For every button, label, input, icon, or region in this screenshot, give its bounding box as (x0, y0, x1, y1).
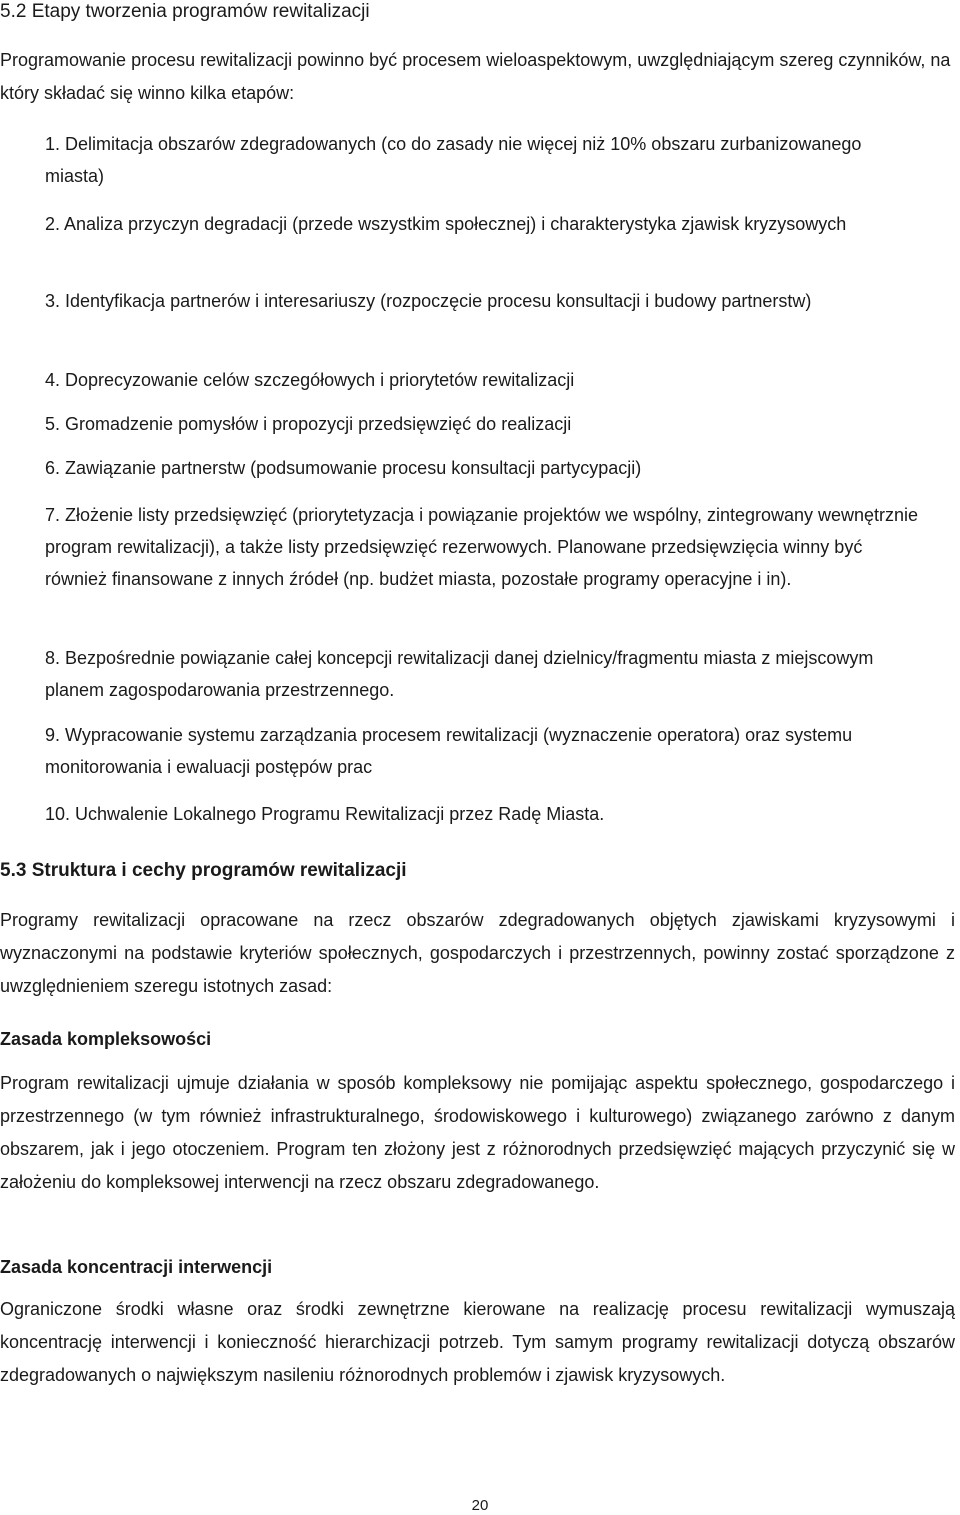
list-item: 10. Uchwalenie Lokalnego Programu Rewitalizacji przez Radę Miasta. (45, 804, 605, 824)
page-number: 20 (471, 1497, 489, 1514)
section-5-3-intro: Programy rewitalizacji opracowane na rzecz obszarów zdegradowanych objętych zjawiskami kryzysowymi i wyznaczonymi na podstawie kryteriów społecznych, gospodarczych i przestrzennych, powinny zostać sporządzone z uwzględnieniem szeregu istotnych zasad: (0, 910, 955, 996)
principle-text: Ograniczone środki własne oraz środki zewnętrzne kierowane na realizację procesu rewitalizacji wymuszają koncentrację interwencji i konieczność hierarchizacji potrzeb. Tym samym programy rewitalizacji dotyczą obszarów zdegradowanych o największym nasileniu różnorodnych problemów i zjawisk kryzysowych. (0, 1299, 955, 1385)
list-item: 1. Delimitacja obszarów zdegradowanych (co do zasady nie więcej niż 10% obszaru zurbanizowanego miasta) (45, 134, 862, 186)
principle-text: Program rewitalizacji ujmuje działania w sposób kompleksowy nie pomijając aspektu społecznego, gospodarczego i przestrzennego (w tym również infrastrukturalnego, środowiskowego i kulturowego) związanego zarówno z danym obszarem, jak i jego otoczeniem. Program ten złożony jest z różnorodnych przedsięwzięć mających przyczynić się w założeniu do kompleksowej interwencji na rzecz obszaru zdegradowanego. (0, 1073, 955, 1192)
section-heading-5-2: 5.2 Etapy tworzenia programów rewitalizacji (0, 1, 370, 22)
list-item: 2. Analiza przyczyn degradacji (przede wszystkim społecznej) i charakterystyka zjawisk kryzysowych (45, 214, 847, 234)
list-item: 5. Gromadzenie pomysłów i propozycji przedsięwzięć do realizacji (45, 414, 572, 434)
list-item: 4. Doprecyzowanie celów szczegółowych i priorytetów rewitalizacji (45, 370, 575, 390)
list-item: 9. Wypracowanie systemu zarządzania procesem rewitalizacji (wyznaczenie operatora) oraz systemu monitorowania i ewaluacji postępów prac (45, 725, 853, 777)
section-heading-5-3: 5.3 Struktura i cechy programów rewitalizacji (0, 860, 407, 881)
principle-title: Zasada koncentracji interwencji (0, 1257, 273, 1277)
list-item: 7. Złożenie listy przedsięwzięć (priorytetyzacja i powiązanie projektów we wspólny, zintegrowany wewnętrznie program rewitalizacji), a także listy przedsięwzięć rezerwowych. Planowane przedsięwzięcia winny być również finansowane z innych źródeł (np. budżet miasta, pozostałe programy operacyjne i in). (45, 505, 919, 589)
section-5-2-intro: Programowanie procesu rewitalizacji powinno być procesem wieloaspektowym, uwzględniającym szereg czynników, na który składać się winno kilka etapów: (0, 50, 951, 103)
list-item: 3. Identyfikacja partnerów i interesariuszy (rozpoczęcie procesu konsultacji i budowy partnerstw) (45, 291, 812, 311)
list-item: 8. Bezpośrednie powiązanie całej koncepcji rewitalizacji danej dzielnicy/fragmentu miasta z miejscowym planem zagospodarowania przestrzennego. (45, 648, 874, 700)
principle-title: Zasada kompleksowości (0, 1029, 212, 1049)
list-item: 6. Zawiązanie partnerstw (podsumowanie procesu konsultacji partycypacji) (45, 458, 642, 478)
